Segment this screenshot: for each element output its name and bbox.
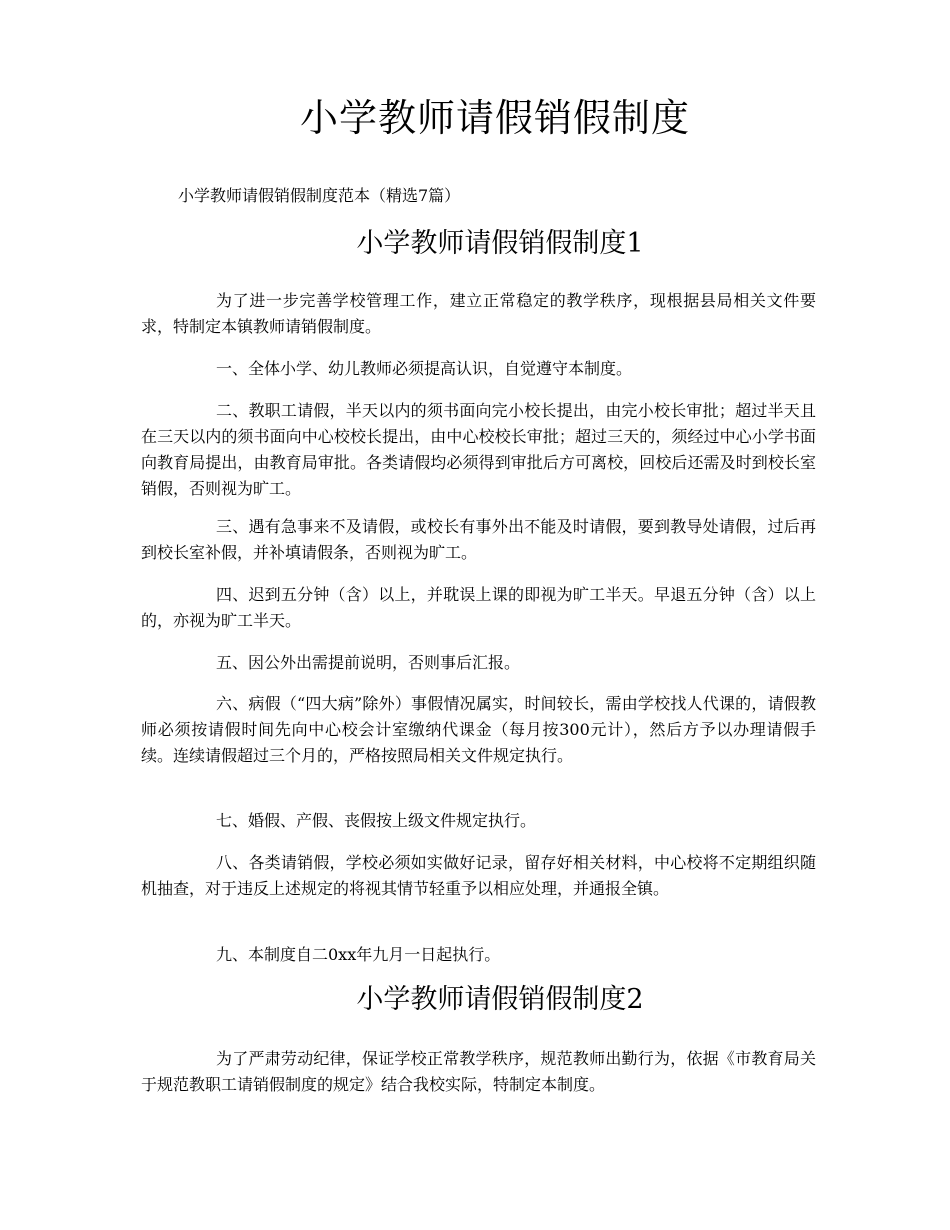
paragraph: 为了严肃劳动纪律，保证学校正常教学秩序，规范教师出勤行为，依据《市教育局关于规范教职工请销假制度的规定》结合我校实际，特制定本制度。 — [141, 1049, 816, 1094]
paragraph: 七、婚假、产假、丧假按上级文件规定执行。 — [216, 811, 537, 830]
section-heading-2: 小学教师请假销假制度2 — [356, 984, 644, 1015]
document-subtitle: 小学教师请假销假制度范本（精选7篇） — [178, 186, 461, 205]
document-title: 小学教师请假销假制度 — [299, 96, 690, 140]
paragraph: 八、各类请销假，学校必须如实做好记录，留存好相关材料，中心校将不定期组织随机抽查，对于违反上述规定的将视其情节轻重予以相应处理，并通报全镇。 — [141, 853, 816, 898]
paragraph: 三、遇有急事来不及请假，或校长有事外出不能及时请假，要到教导处请假，过后再到校长室补假，并补填请假条，否则视为旷工。 — [141, 517, 816, 562]
paragraph: 九、本制度自二0xx年九月一日起执行。 — [216, 945, 501, 964]
paragraph: 一、全体小学、幼儿教师必须提高认识，自觉遵守本制度。 — [216, 359, 633, 378]
paragraph: 六、病假（“四大病”除外）事假情况属实，时间较长，需由学校找人代课的，请假教师必须按请假时间先向中心校会计室缴纳代课金（每月按300元计），然后方予以办理请假手续。连续请假超过三个月的，严格按照局相关文件规定执行。 — [141, 694, 816, 765]
paragraph: 为了进一步完善学校管理工作，建立正常稳定的教学秩序，现根据县局相关文件要求，特制定本镇教师请销假制度。 — [141, 291, 816, 336]
paragraph: 五、因公外出需提前说明，否则事后汇报。 — [216, 653, 521, 672]
paragraph: 二、教职工请假，半天以内的须书面向完小校长提出，由完小校长审批；超过半天且在三天以内的须书面向中心校校长提出，由中心校校长审批；超过三天的，须经过中心小学书面向教育局提出，由教育局审批。各类请假均必须得到审批后方可离校，回校后还需及时到校长室销假，否则视为旷工。 — [141, 401, 816, 498]
section-heading-1: 小学教师请假销假制度1 — [356, 228, 644, 259]
paragraph: 四、迟到五分钟（含）以上，并耽误上课的即视为旷工半天。早退五分钟（含）以上的，亦视为旷工半天。 — [141, 585, 816, 630]
